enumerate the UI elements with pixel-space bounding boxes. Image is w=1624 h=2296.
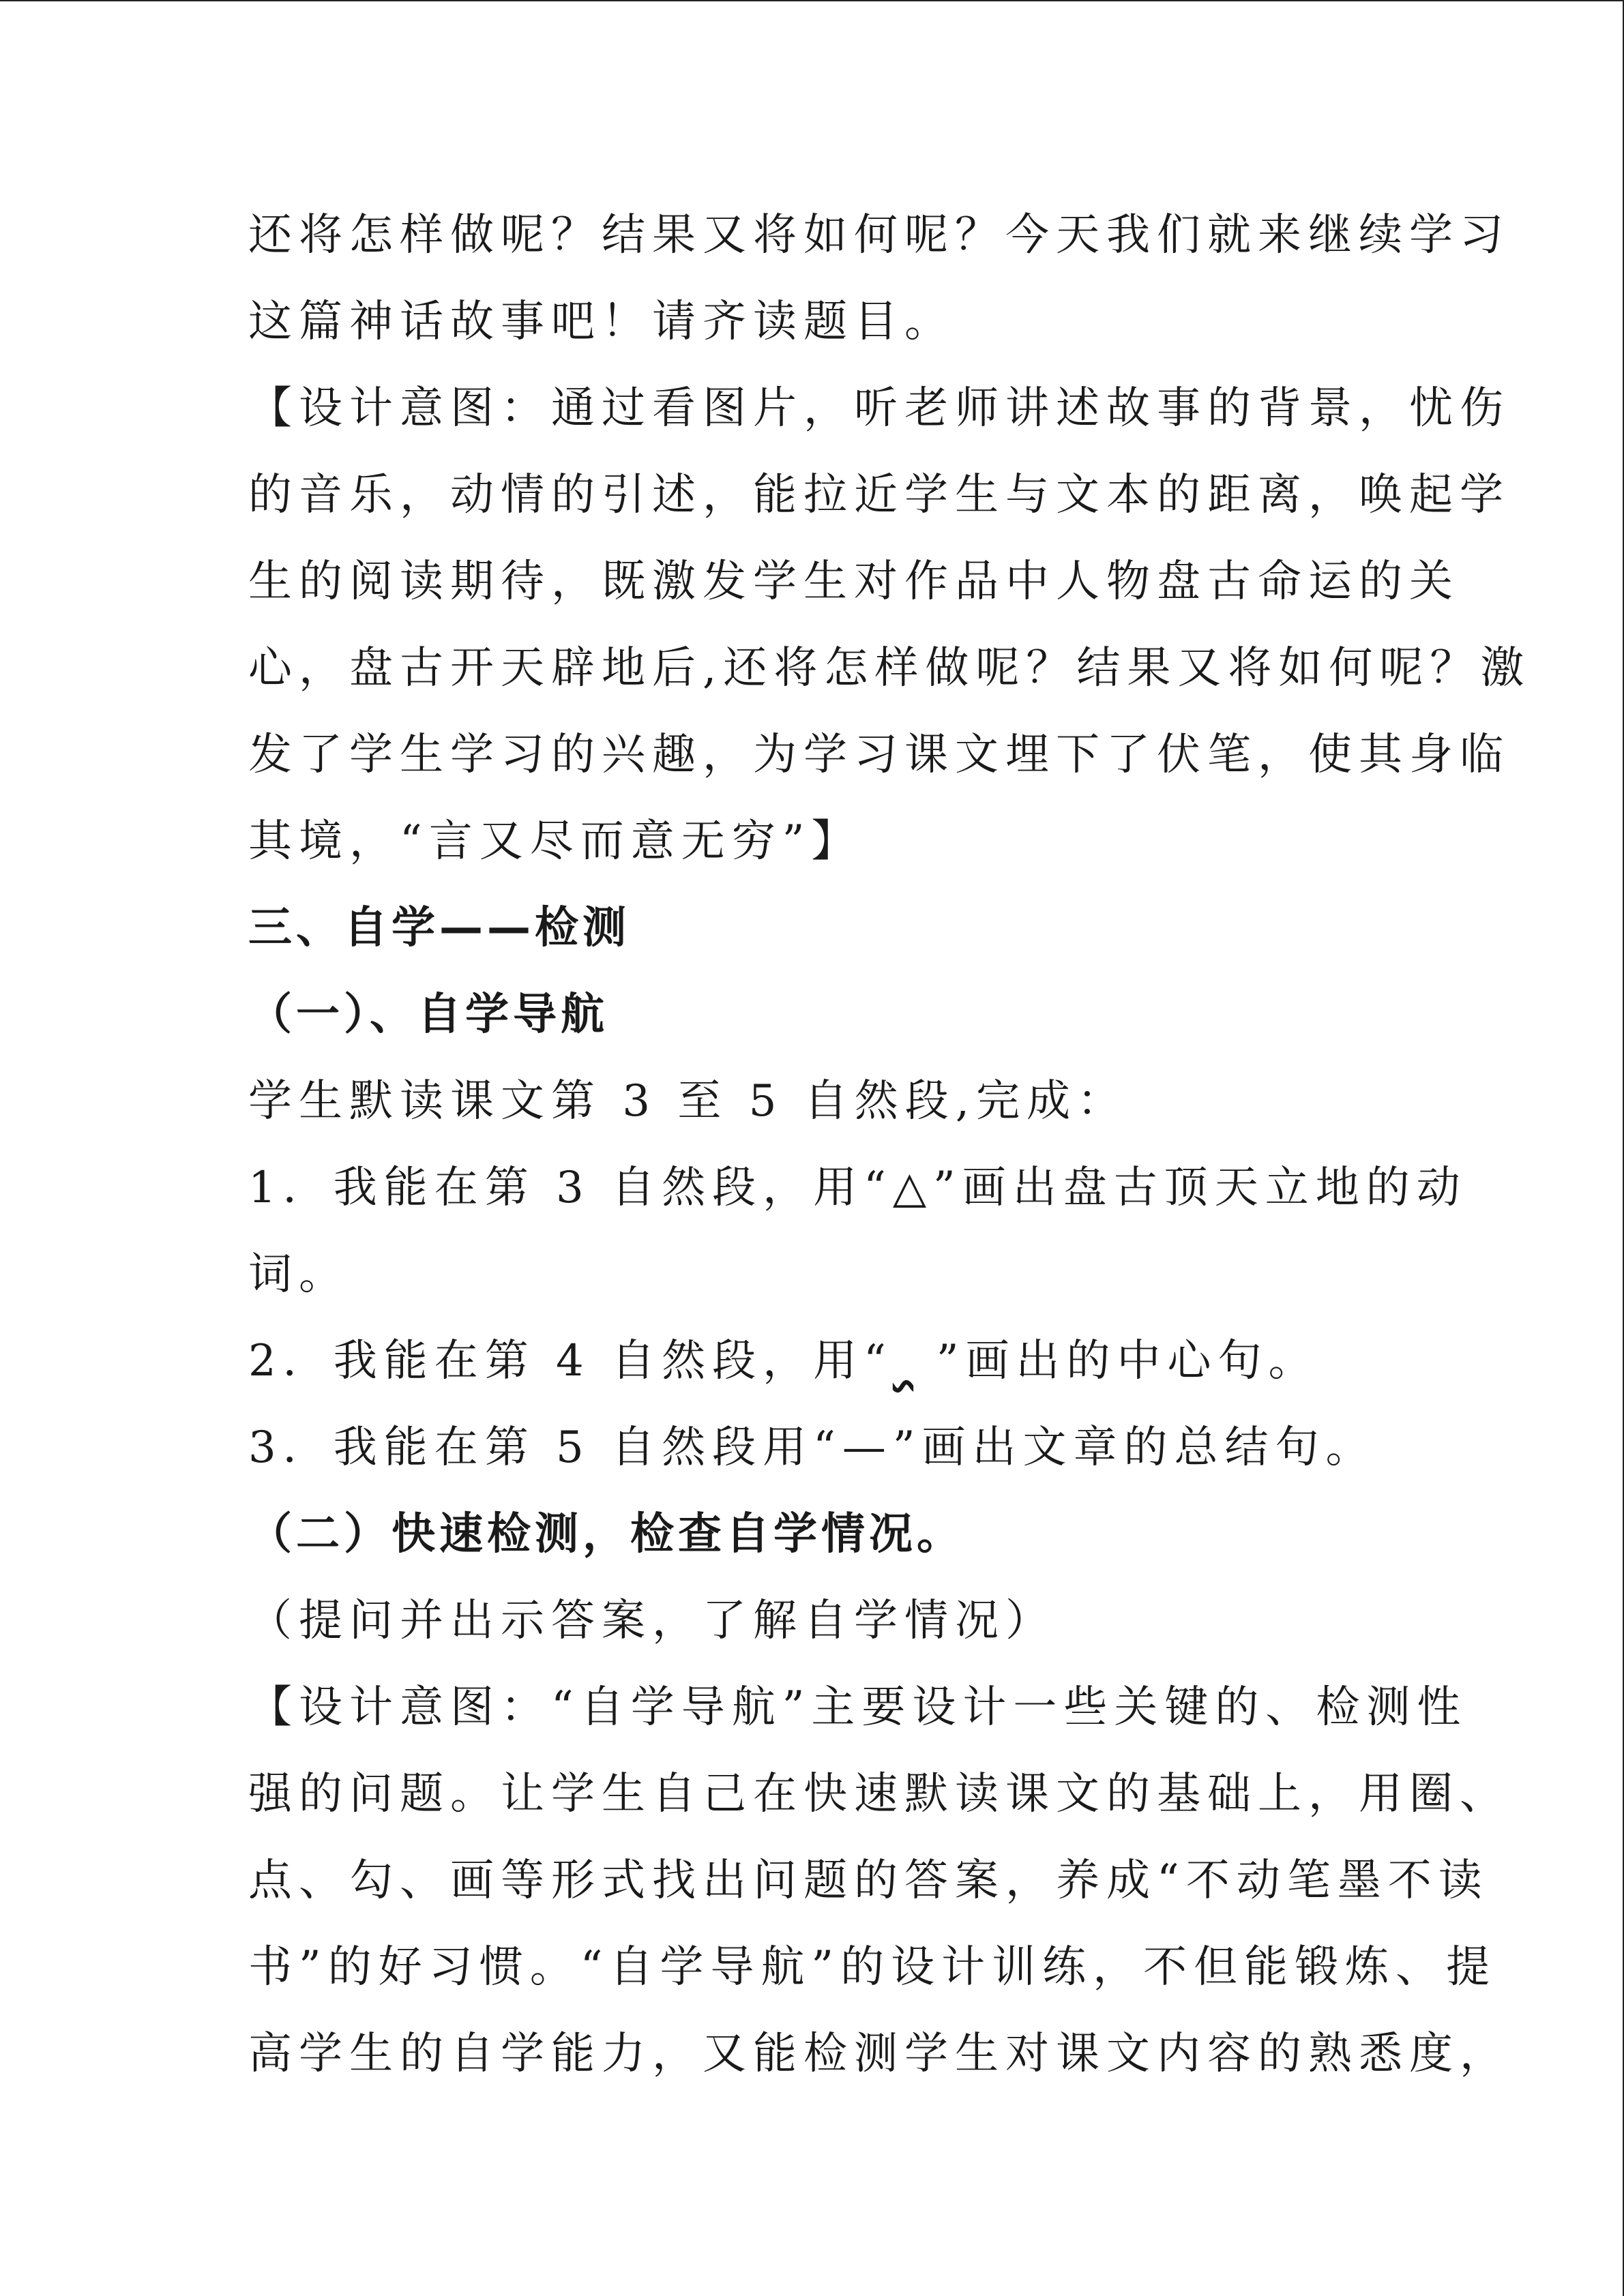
design-intent-line: 高学生的自学能力，又能检测学生对课文内容的熟悉度， [248, 2029, 1510, 2079]
design-intent-line: 强的问题。让学生自己在快速默读课文的基础上，用圈、 [248, 1769, 1510, 1819]
note-line: （提问并出示答案，了解自学情况） [248, 1596, 1056, 1646]
design-intent-line: 书”的好习惯。“自学导航”的设计训练，不但能锻炼、提 [248, 1942, 1497, 1993]
task-item-1-continued: 词。 [248, 1249, 349, 1300]
design-intent-line: 【设计意图：通过看图片，听老师讲述故事的背景，忧伤 [248, 383, 1510, 434]
document-body [248, 192, 1531, 2098]
design-intent-line: 发了学生学习的兴趣，为学习课文埋下了伏笔，使其身临 [248, 730, 1510, 780]
design-intent-line: 其境，“言又尽而意无穷”】 [248, 816, 862, 867]
task-item-2-suffix: ”画出的中心句。 [936, 1336, 1319, 1386]
subsection-heading: （二）快速检测，检查自学情况。 [248, 1509, 964, 1560]
task-item-2 [248, 1318, 1381, 1405]
body-text-line: 这篇神话故事吧！请齐读题目。 [248, 297, 955, 347]
design-intent-line: 点、勾、画等形式找出问题的答案，养成“不动笔墨不读 [248, 1855, 1489, 1906]
body-text-line: 还将怎样做呢？结果又将如何呢？今天我们就来继续学习 [248, 210, 1510, 260]
subsection-heading: （一）、自学导航 [248, 989, 608, 1040]
design-intent-line: 心，盘古开天辟地后,还将怎样做呢？结果又将如何呢？激 [248, 643, 1531, 694]
section-heading: 三、自学——检测 [248, 903, 630, 953]
task-item-3: 3．我能在第 5 自然段用“—”画出文章的总结句。 [248, 1422, 1376, 1473]
instruction-line: 学生默读课文第 3 至 5 自然段,完成： [248, 1076, 1128, 1127]
design-intent-line: 生的阅读期待，既激发学生对作品中人物盘古命运的关 [248, 556, 1460, 607]
design-intent-line: 【设计意图：“自学导航”主要设计一些关键的、检测性 [248, 1682, 1468, 1733]
task-item-1: 1．我能在第 3 自然段，用“△”画出盘古顶天立地的动 [248, 1163, 1467, 1213]
task-item-2-prefix: 2．我能在第 4 自然段，用“ [248, 1336, 893, 1386]
wavy-line-symbol [893, 1318, 936, 1405]
design-intent-line: 的音乐，动情的引述，能拉近学生与文本的距离，唤起学 [248, 470, 1510, 520]
